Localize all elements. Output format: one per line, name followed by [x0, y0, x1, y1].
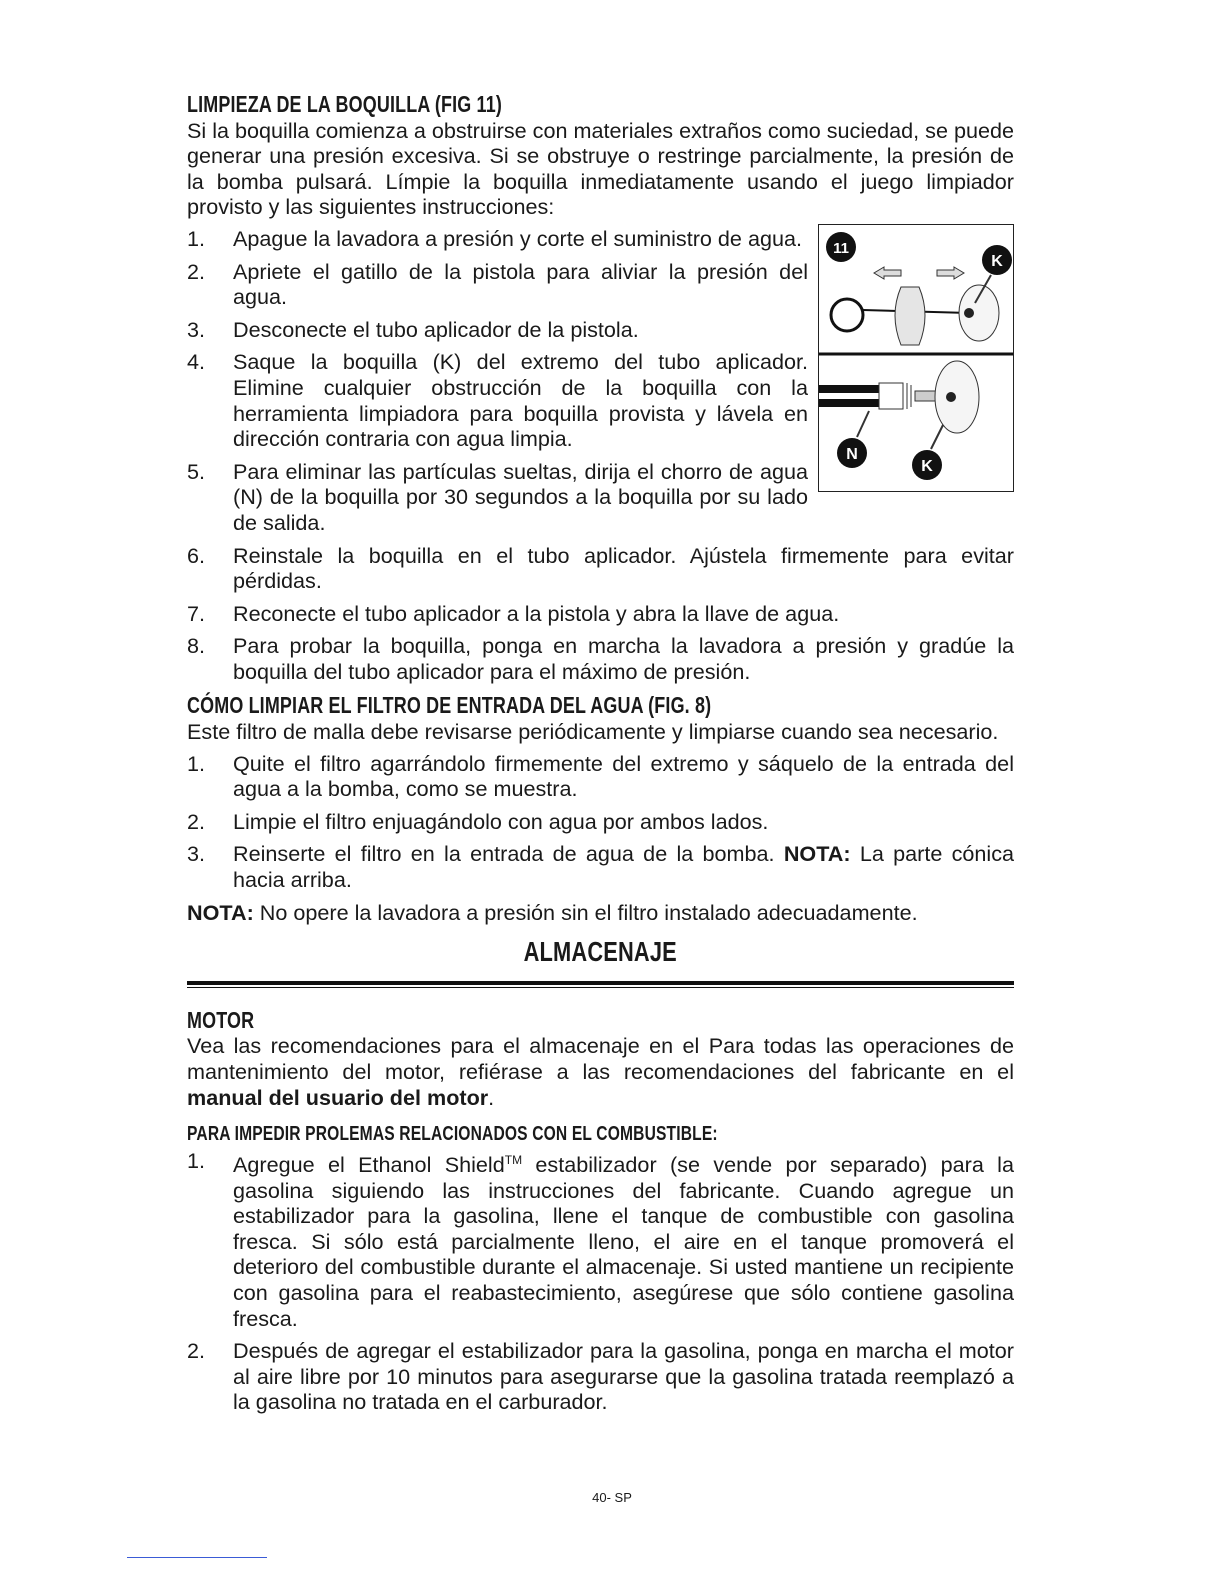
document-page	[187, 92, 1014, 1422]
label-n: N	[846, 445, 858, 463]
list-item	[187, 601, 1014, 627]
nozzle-intro: Si la boquilla comienza a obstruirse con materiales extraños como suciedad, se puede generar una presión excesiva. Si se obstruye o restringe parcialmente, la presión de la bomba pulsará. Límpie la boquilla inmediatamente usando el juego limpiador provisto y las siguientes instrucciones:	[187, 117, 1015, 220]
step-text: Saque la boquilla (K) del extremo del tubo aplicador. Elimine cualquier obstrucción de la boquilla con la herramienta limpiadora para boquilla provista y lávela en dirección contraria con agua limpia.	[233, 349, 808, 452]
list-item	[187, 1338, 1014, 1415]
step-text: Apague la lavadora a presión y corte el suministro de agua.	[233, 225, 802, 251]
step-text: Para eliminar las partículas sueltas, dirija el chorro de agua (N) de la boquilla por 30 segundos a la boquilla por su lado de salida.	[233, 458, 808, 535]
step-number: 8.	[187, 633, 206, 659]
step-text: Después de agregar el estabilizador para la gasolina, ponga en marcha el motor al aire libre por 10 minutos para asegurarse que la gasolina tratada reemplazó a la gasolina no tratada en el carburador.	[233, 1338, 1014, 1415]
step-text: Reconecte el tubo aplicador a la pistola y abra la llave de agua.	[233, 600, 840, 626]
step-number: 1.	[187, 750, 206, 776]
label-k-bottom: K	[921, 457, 933, 475]
step-text: Reinserte el filtro en la entrada de agua de la bomba.	[233, 841, 775, 867]
list-item	[187, 543, 1014, 594]
list-item	[187, 841, 1014, 892]
step-text: Desconecte el tubo aplicador de la pistola.	[233, 316, 639, 342]
motor-text-end: .	[488, 1084, 495, 1110]
heading-divider	[187, 981, 1014, 988]
filter-intro: Este filtro de malla debe revisarse periódicamente y limpiarse cuando sea necesario.	[187, 719, 999, 745]
motor-heading: MOTOR	[187, 1006, 255, 1033]
nozzle-steps	[187, 226, 1014, 685]
storage-heading: ALMACENAJE	[523, 936, 678, 968]
list-item	[187, 259, 1014, 310]
list-item	[187, 1148, 1014, 1331]
list-item	[187, 349, 1014, 451]
step-number: 4.	[187, 349, 206, 375]
list-item	[187, 633, 1014, 684]
section-heading-filter: CÓMO LIMPIAR EL FILTRO DE ENTRADA DEL AGUA (FIG. 8)	[187, 692, 712, 719]
step-number: 2.	[187, 258, 206, 284]
step-text: Agregue el Ethanol Shield	[233, 1151, 505, 1177]
step-text: Limpie el filtro enjuagándolo con agua por ambos lados.	[233, 808, 769, 834]
step-text: Para probar la boquilla, ponga en marcha la lavadora a presión y gradúe la boquilla del tubo aplicador para el máximo de presión.	[233, 633, 1014, 684]
note-text: La parte cónica hacia arriba.	[233, 841, 1015, 893]
step-number: 7.	[187, 600, 206, 626]
step-number: 2.	[187, 1338, 206, 1364]
note-label: NOTA:	[783, 841, 851, 867]
note-text: No opere la lavadora a presión sin el filtro instalado adecuadamente.	[259, 899, 918, 925]
list-item	[187, 317, 1014, 343]
list-item	[187, 751, 1014, 802]
step-number: 1.	[187, 1147, 206, 1173]
step-number: 5.	[187, 458, 206, 484]
section-heading-nozzle-cleaning: LIMPIEZA DE LA BOQUILLA (FIG 11)	[187, 91, 502, 117]
list-item	[187, 809, 1014, 835]
step-number: 1.	[187, 225, 206, 251]
step-text: estabilizador (se vende por separado) para la gasolina siguiendo las instrucciones del fabricante. Cuando agregue un estabilizador para la gasolina, llene el tanque de combustible con gasolina fresca. Si sólo está parcialmente lleno, el aire en el tanque promoverá el deterioro del combustible durante el almacenaje. Si usted mantiene un recipiente con gasolina para el reabastecimiento, asegúrese que sólo contiene gasolina fresca.	[233, 1151, 1014, 1331]
note-label: NOTA:	[187, 899, 254, 925]
step-number: 3.	[187, 841, 206, 867]
step-text: Reinstale la boquilla en el tubo aplicador. Ajústela firmemente para evitar pérdidas.	[233, 542, 1014, 594]
step-text: Apriete el gatillo de la pistola para aliviar la presión del agua.	[233, 258, 808, 310]
step-text: Quite el filtro agarrándolo firmemente del extremo y sáquelo de la entrada del agua a la bomba, como se muestra.	[233, 750, 1014, 802]
step-number: 6.	[187, 542, 206, 568]
trademark-symbol: TM	[504, 1152, 523, 1167]
step-number: 3.	[187, 316, 206, 342]
motor-text-body: Vea las recomendaciones para el almacenaje en el Para todas las operaciones de mantenimiento del motor, refiérase a las recomendaciones del fabricante en el	[187, 1033, 1014, 1084]
footer-line	[127, 1557, 267, 1558]
filter-note	[187, 900, 1014, 926]
list-item	[187, 459, 1014, 536]
figure-number: 11	[833, 239, 849, 257]
fuel-heading: PARA IMPEDIR PROLEMAS RELACIONADOS CON EL COMBUSTIBLE:	[187, 1123, 718, 1146]
list-item	[187, 226, 1014, 252]
page-number: 40- SP	[592, 1490, 632, 1505]
motor-text	[187, 1033, 1014, 1110]
step-number: 2.	[187, 808, 206, 834]
motor-manual-reference: manual del usuario del motor	[187, 1084, 489, 1110]
label-k-top: K	[991, 252, 1003, 270]
fuel-steps	[187, 1148, 1014, 1415]
filter-steps	[187, 751, 1014, 893]
